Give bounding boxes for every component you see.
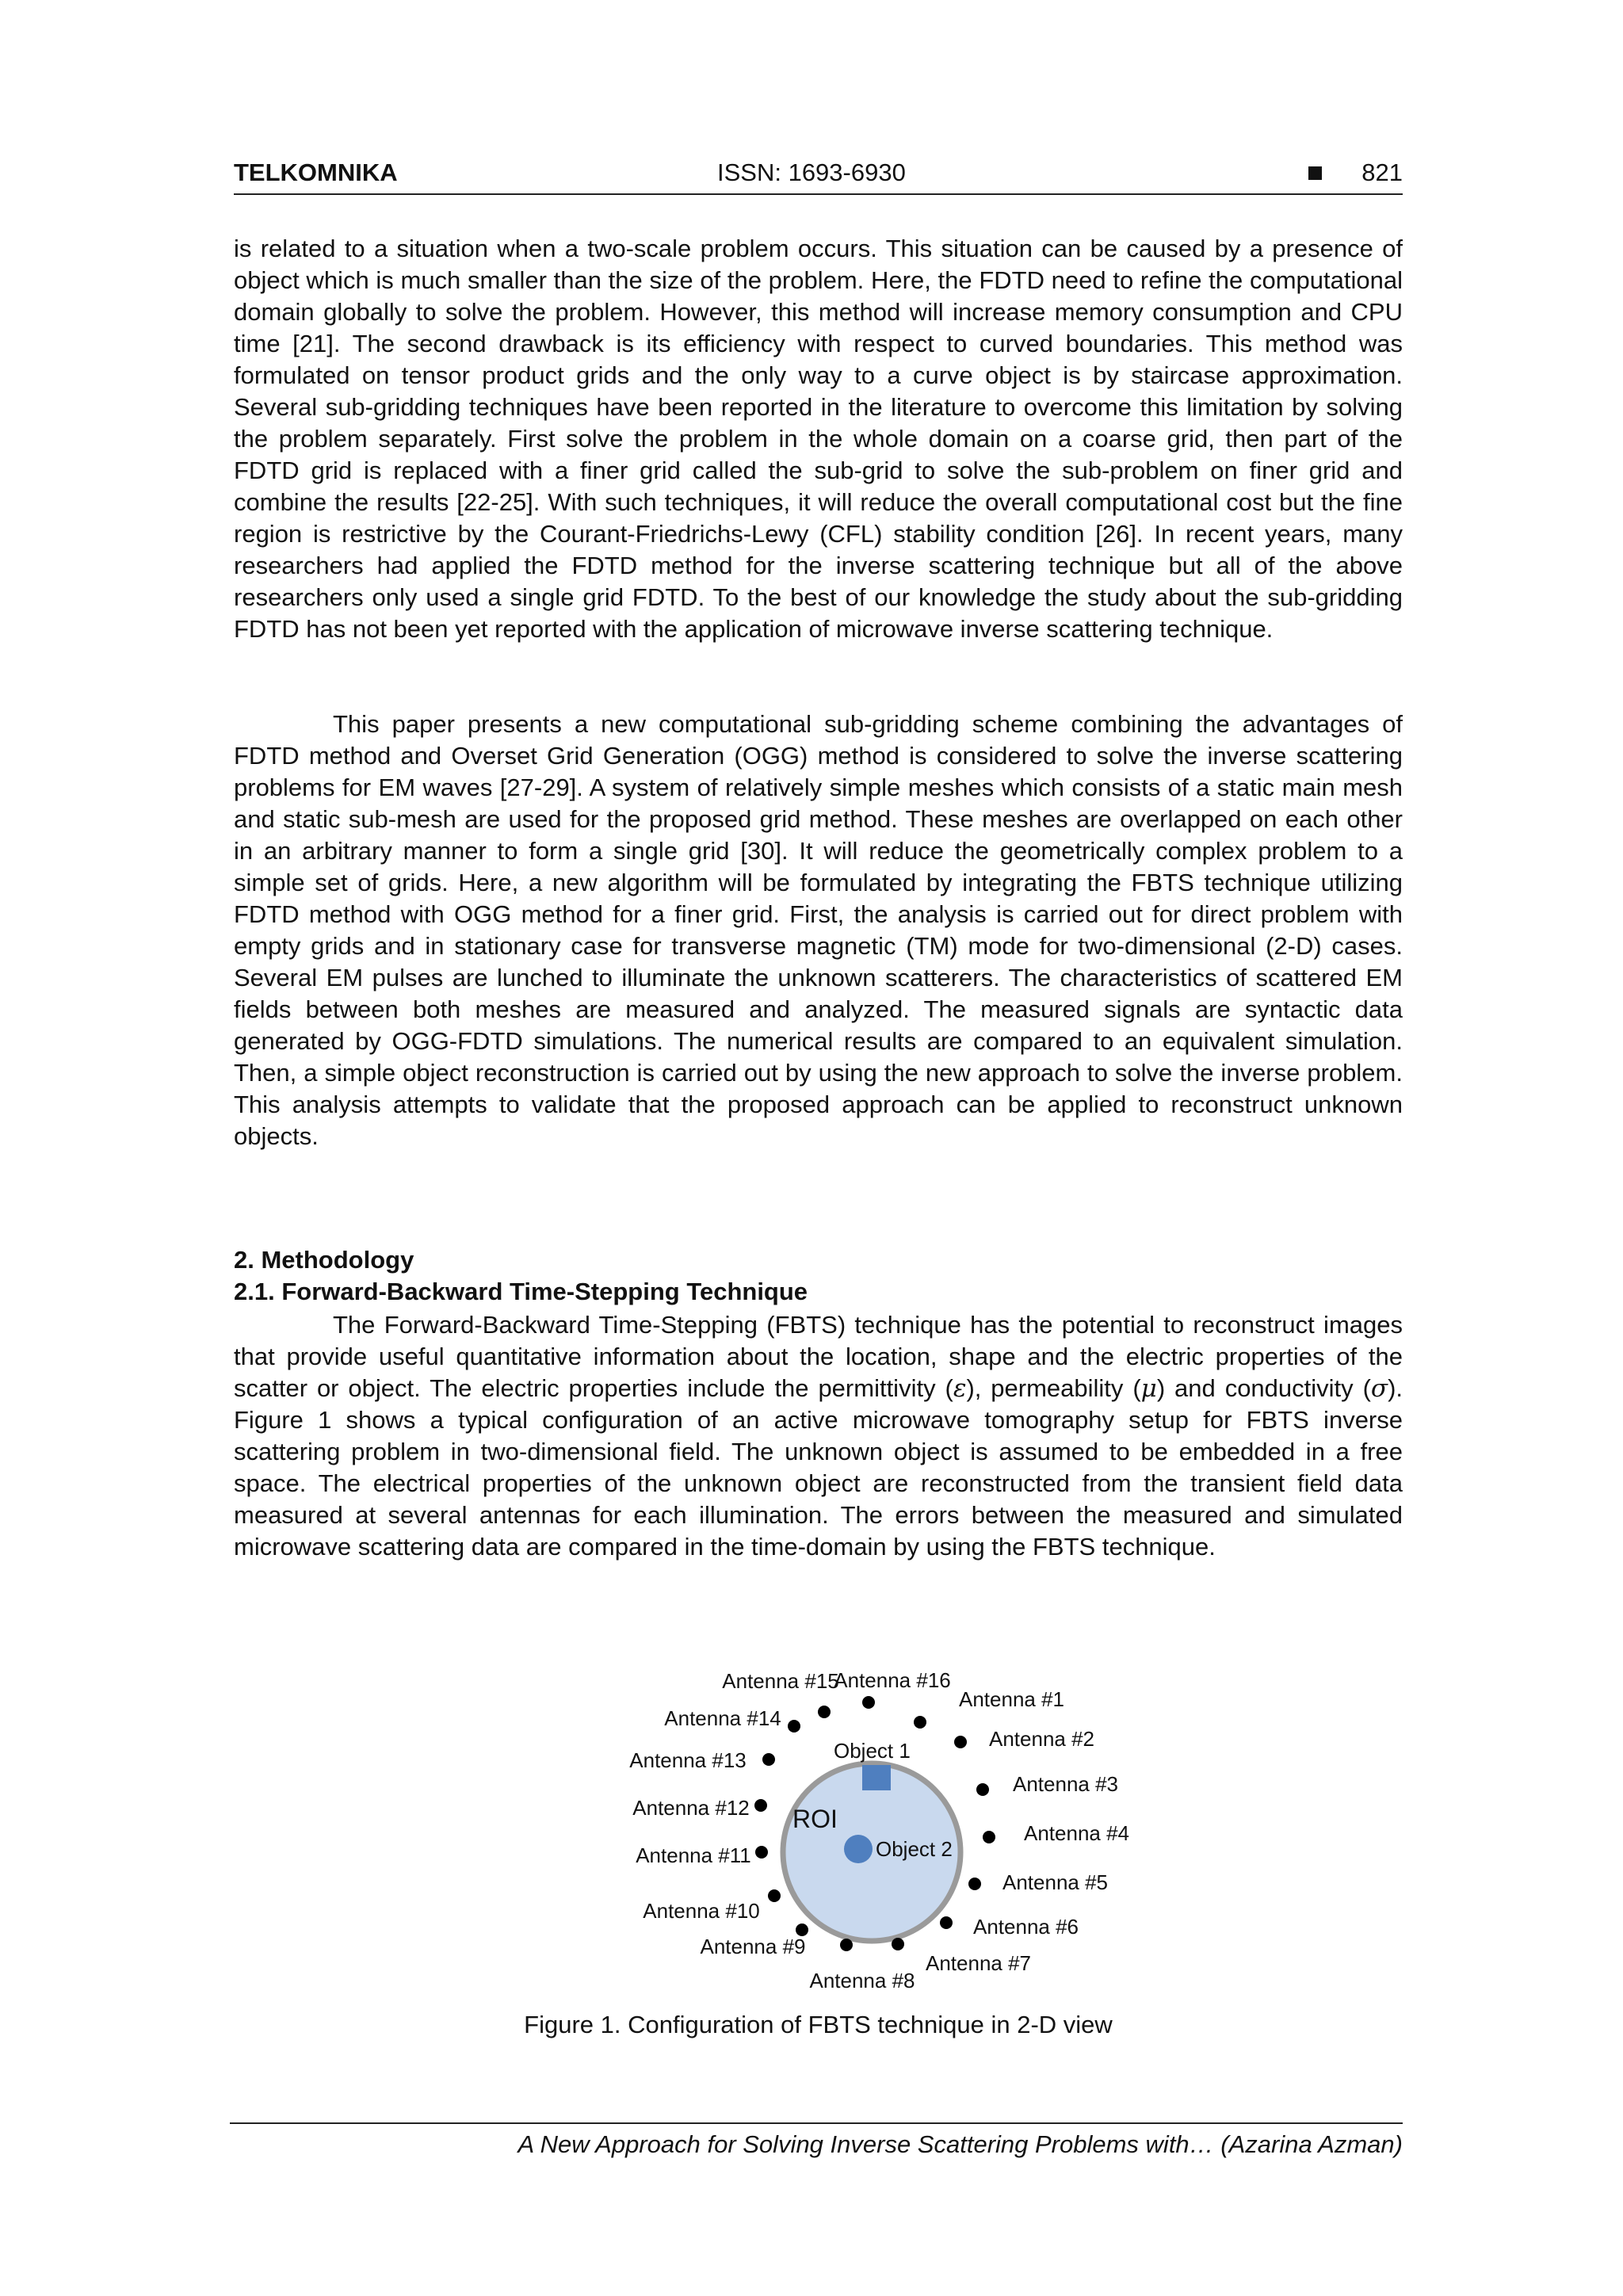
subsection-heading-fbts: 2.1. Forward-Backward Time-Stepping Technique	[234, 1278, 808, 1305]
paragraph-3	[234, 1309, 1403, 1563]
antenna-label-16: Antenna #16	[834, 1668, 951, 1692]
paragraph-3-part-a: The Forward-Backward Time-Stepping (FBTS) technique has the potential to reconstruct images that provide useful quantitative information about the location, shape and the electric properties of the scatter or object. The electric properties include the permittivity (	[234, 1311, 1403, 1402]
permeability-symbol: μ	[1140, 1374, 1157, 1403]
antenna-dot-10	[768, 1889, 781, 1902]
section-heading-methodology: 2. Methodology	[234, 1246, 414, 1274]
square-bullet-icon	[1308, 166, 1322, 180]
antenna-dot-15	[818, 1706, 831, 1718]
paragraph-3-part-b: ), permeability (	[966, 1374, 1141, 1402]
antenna-dot-16	[862, 1696, 875, 1709]
antenna-dot-6	[940, 1916, 953, 1929]
antenna-label-6: Antenna #6	[973, 1915, 1079, 1939]
antenna-dot-7	[892, 1938, 904, 1950]
antenna-label-9: Antenna #9	[700, 1935, 806, 1958]
antenna-label-12: Antenna #12	[632, 1796, 750, 1820]
antenna-label-13: Antenna #13	[629, 1748, 747, 1772]
antenna-label-11: Antenna #11	[636, 1843, 751, 1867]
antenna-label-5: Antenna #5	[1002, 1870, 1109, 1894]
object-2-label: Object 2	[876, 1837, 953, 1861]
antenna-label-3: Antenna #3	[1013, 1772, 1119, 1796]
object-2-circle	[844, 1835, 873, 1863]
antenna-dot-12	[754, 1799, 767, 1812]
journal-name: TELKOMNIKA	[234, 159, 398, 186]
antenna-label-8: Antenna #8	[809, 1969, 915, 1992]
antenna-label-10: Antenna #10	[643, 1899, 760, 1923]
conductivity-symbol: σ	[1370, 1374, 1388, 1403]
roi-label: ROI	[792, 1805, 838, 1833]
paragraph-1: is related to a situation when a two-scale problem occurs. This situation can be caused by a presence of object which is much smaller than the size of the problem. Here, the FDTD need to refine the computational domain globally to solve the problem. However, this method will increase memory consumption and CPU time [21]. The second drawback is its efficiency with respect to curved boundaries. This method was formulated on tensor product grids and the only way to a curve object is by staircase approximation. Several sub-gridding techniques have been reported in the literature to overcome this limitation by solving the problem separately. First solve the problem in the whole domain on a coarse grid, then part of the FDTD grid is replaced with a finer grid called the sub-grid to solve the sub-problem on finer grid and combine the results [22-25]. With such techniques, it will reduce the overall computational cost but the fine region is restrictive by the Courant-Friedrichs-Lewy (CFL) stability condition [26]. In recent years, many researchers had applied the FDTD method for the inverse scattering technique but all of the above researchers only used a single grid FDTD. To the best of our knowledge the study about the sub-gridding FDTD has not been yet reported with the application of microwave inverse scattering technique.	[234, 235, 1403, 643]
antenna-label-7: Antenna #7	[926, 1951, 1032, 1975]
antenna-label-4: Antenna #4	[1024, 1821, 1130, 1845]
antenna-label-14: Antenna #14	[664, 1706, 781, 1730]
antenna-dot-11	[755, 1846, 768, 1859]
object-1-square	[862, 1765, 891, 1790]
fbts-configuration-diagram	[555, 1656, 1189, 2005]
paragraph-3-part-c: ) and conductivity (	[1156, 1374, 1371, 1402]
permittivity-symbol: ε	[953, 1374, 967, 1403]
antenna-dot-2	[954, 1736, 967, 1748]
page-header	[234, 155, 1403, 195]
antenna-dot-1	[914, 1716, 926, 1729]
antenna-dot-5	[968, 1878, 981, 1890]
antenna-dot-14	[788, 1720, 800, 1733]
object-1-label: Object 1	[834, 1739, 911, 1763]
page-footer: A New Approach for Solving Inverse Scattering Problems with… (Azarina Azman)	[230, 2122, 1403, 2162]
paragraph-3-part-d: ). Figure 1 shows a typical configuration of an active microwave tomography setup for FBTS inverse scattering problem in two-dimensional field. The unknown object is assumed to be embedded in a free space. The electrical properties of the unknown object are reconstructed from the transient field data measured at several antennas for each illumination. The errors between the measured and simulated microwave scattering data are compared in the time-domain by using the FBTS technique.	[234, 1374, 1403, 1561]
paragraph-2: This paper presents a new computational sub-gridding scheme combining the advantages of FDTD method and Overset Grid Generation (OGG) method is considered to solve the inverse scattering problems for EM waves [27-29]. A system of relatively simple meshes which consists of a static main mesh and static sub-mesh are used for the proposed grid method. These meshes are overlapped on each other in an arbitrary manner to form a single grid [30]. It will reduce the geometrically complex problem to a simple set of grids. Here, a new algorithm will be formulated by integrating the FBTS technique utilizing FDTD method with OGG method for a finer grid. First, the analysis is carried out for direct problem with empty grids and in stationary case for transverse magnetic (TM) mode for two-dimensional (2-D) cases. Several EM pulses are lunched to illuminate the unknown scatterers. The characteristics of scattered EM fields between both meshes are measured and analyzed. The measured signals are syntactic data generated by OGG-FDTD simulations. The numerical results are compared to an equivalent simulation. Then, a simple object reconstruction is carried out by using the new approach to solve the inverse problem. This analysis attempts to validate that the proposed approach can be applied to reconstruct unknown objects.	[234, 710, 1403, 1150]
antenna-label-1: Antenna #1	[959, 1687, 1065, 1711]
antenna-dot-13	[762, 1753, 775, 1766]
antenna-label-2: Antenna #2	[989, 1727, 1095, 1751]
antenna-dot-3	[976, 1783, 989, 1796]
antenna-dot-8	[840, 1939, 853, 1951]
issn: ISSN: 1693-6930	[717, 159, 906, 186]
figure-1	[555, 1656, 1189, 2005]
antenna-label-15: Antenna #15	[722, 1669, 839, 1693]
page-number: 821	[1361, 159, 1403, 186]
antenna-dot-4	[983, 1831, 995, 1843]
figure-caption: Figure 1. Configuration of FBTS technique in 2-D view	[524, 2011, 1113, 2038]
